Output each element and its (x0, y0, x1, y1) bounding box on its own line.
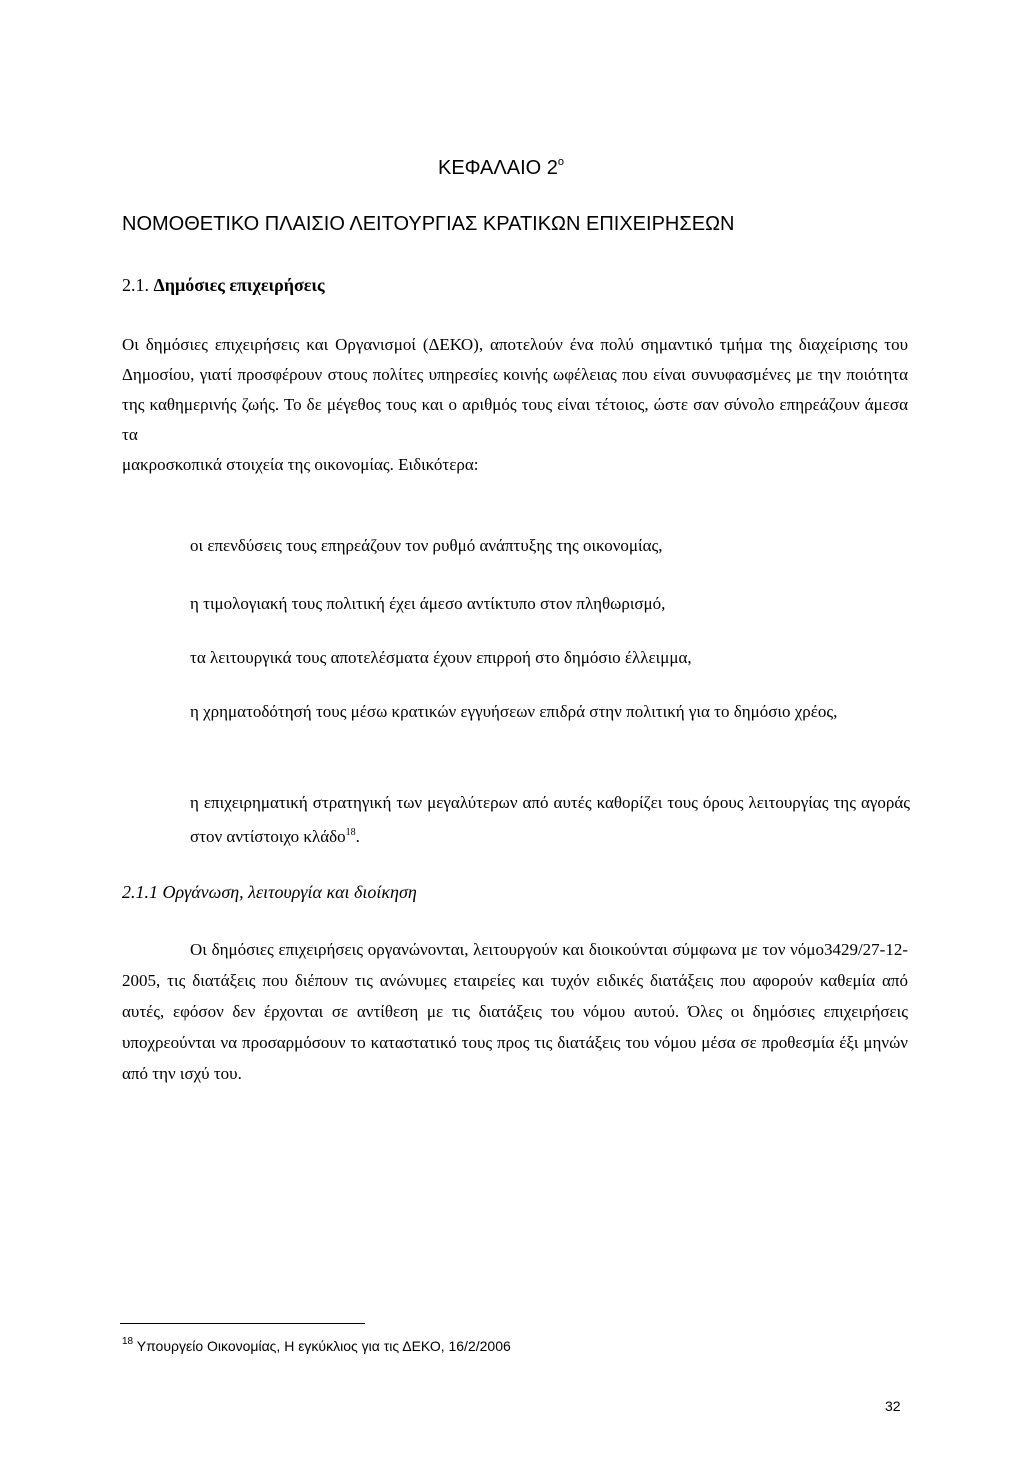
intro-paragraph (122, 330, 908, 480)
list-item: η χρηματοδότησή τους μέσω κρατικών εγγυήσεων επιδρά στην πολιτική για το δημόσιο χρέος, (190, 702, 838, 721)
footnote-number: 18 (122, 1336, 134, 1347)
section-heading (122, 275, 325, 296)
intro-body: Οι δημόσιες επιχειρήσεις και Οργανισμοί (ΔΕΚΟ), αποτελούν ένα πολύ σημαντικό τμήμα της διαχείρισης του Δημοσίου, γιατί προσφέρουν στους πολίτες υπηρεσίες κοινής ωφέλειας που είναι συνυφασμένες με την ποιότητα της καθημερινής ζωής. Το δε μέγεθος τους και ο αριθμός τους είναι τέτοιος, ώστε σαν σύνολο επηρεάζουν άμεσα τα (122, 335, 908, 444)
list-end-punct: . (355, 827, 360, 846)
footnote (122, 1336, 511, 1354)
section-number: 2.1. (122, 275, 149, 295)
chapter-heading (438, 156, 564, 180)
list-item: τα λειτουργικά τους αποτελέσματα έχουν επιρροή στο δημόσιο έλλειμμα, (190, 648, 692, 667)
footnote-reference: 18 (345, 827, 356, 838)
subsection-title: Οργάνωση, λειτουργία και διοίκηση (162, 882, 417, 902)
list-item-text: η επιχειρηματική στρατηγική των μεγαλύτερων από αυτές καθορίζει τους όρους λειτουργίας της αγοράς στον αντίστοιχο κλάδο (190, 793, 910, 846)
subsection-number: 2.1.1 (122, 882, 158, 902)
list-item-last (190, 788, 910, 852)
chapter-title: ΝΟΜΟΘΕΤΙΚΟ ΠΛΑΙΣΙΟ ΛΕΙΤΟΥΡΓΙΑΣ ΚΡΑΤΙΚΩΝ ΕΠΙΧΕΙΡΗΣΕΩΝ (122, 213, 735, 235)
subsection-paragraph: Οι δημόσιες επιχειρήσεις οργανώνονται, λειτουργούν και διοικούνται σύμφωνα με τον νόμο3429/27-12-2005, τις διατάξεις που διέπουν τις ανώνυμες εταιρείες και τυχόν ειδικές διατάξεις που αφορούν καθεμία από αυτές, εφόσον δεν έρχονται σε αντίθεση με τις διατάξεις του νόμου αυτού. Όλες οι δημόσιες επιχειρήσεις υποχρεούνται να προσαρμόσουν το καταστατικό τους προς τις διατάξεις του νόμου μέσα σε προθεσμία έξι μηνών από την ισχύ του. (122, 940, 908, 1083)
chapter-ordinal: ο (557, 156, 565, 168)
footnote-text: Υπουργείο Οικονομίας, Η εγκύκλιος για τις ΔΕΚΟ, 16/2/2006 (133, 1338, 511, 1354)
section-title: Δημόσιες επιχειρήσεις (153, 275, 325, 295)
list-item: η τιμολογιακή τους πολιτική έχει άμεσο αντίκτυπο στον πληθωρισμό, (190, 594, 666, 613)
subsection-heading (122, 882, 417, 903)
intro-last-line: μακροσκοπικά στοιχεία της οικονομίας. Ειδικότερα: (122, 455, 479, 474)
chapter-label: ΚΕΦΑΛΑΙΟ 2 (438, 157, 558, 179)
page-number: 32 (885, 1398, 901, 1414)
footnote-divider (120, 1323, 365, 1324)
list-item: οι επενδύσεις τους επηρεάζουν τον ρυθμό ανάπτυξης της οικονομίας, (190, 536, 663, 555)
